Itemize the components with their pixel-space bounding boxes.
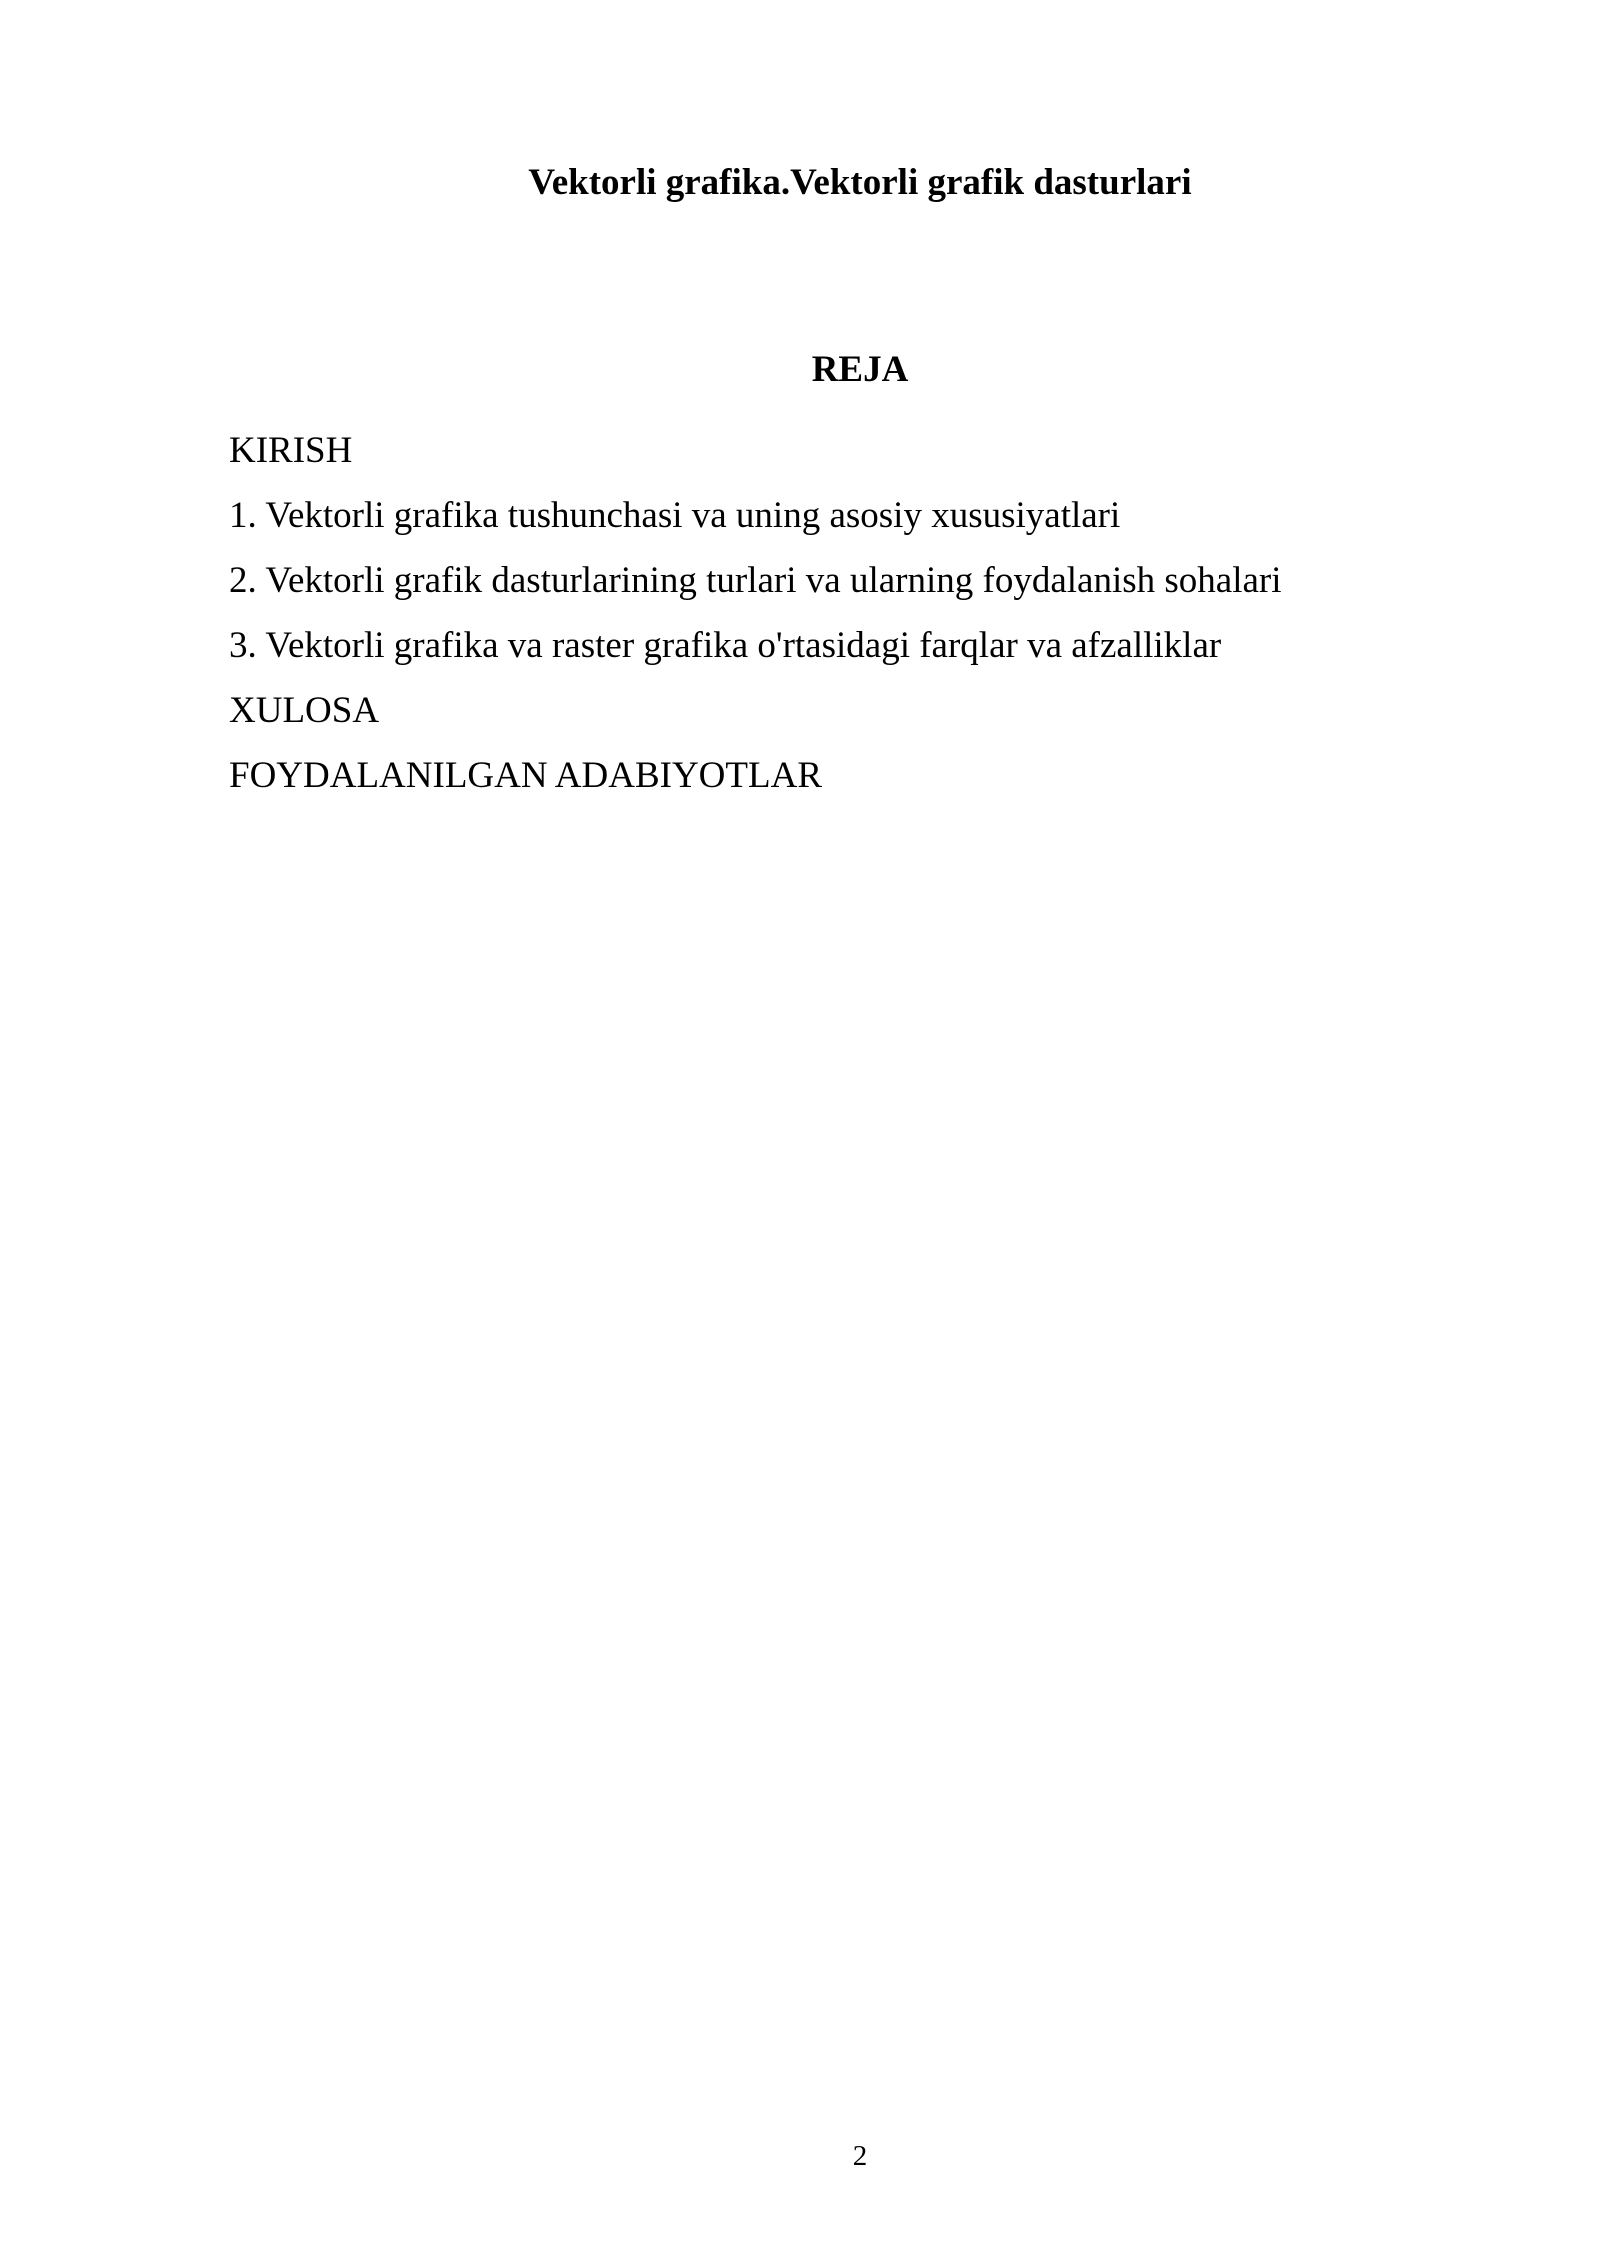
page-number: 2 [852, 2140, 868, 2172]
plan-list [229, 418, 1282, 808]
plan-item-conclusion: XULOSA [229, 690, 380, 731]
plan-heading: REJA [811, 349, 909, 390]
plan-item-introduction: KIRISH [229, 430, 353, 471]
document-title: Vektorli grafika.Vektorli grafik dasturlari [528, 162, 1192, 203]
plan-item-2: 2. Vektorli grafik dasturlarining turlari va ularning foydalanish sohalari [229, 560, 1282, 601]
plan-item-1: 1. Vektorli grafika tushunchasi va uning asosiy xususiyatlari [229, 495, 1121, 536]
plan-item-references: FOYDALANILGAN ADABIYOTLAR [229, 755, 822, 796]
plan-item-3: 3. Vektorli grafika va raster grafika o'rtasidagi farqlar va afzalliklar [229, 625, 1222, 666]
